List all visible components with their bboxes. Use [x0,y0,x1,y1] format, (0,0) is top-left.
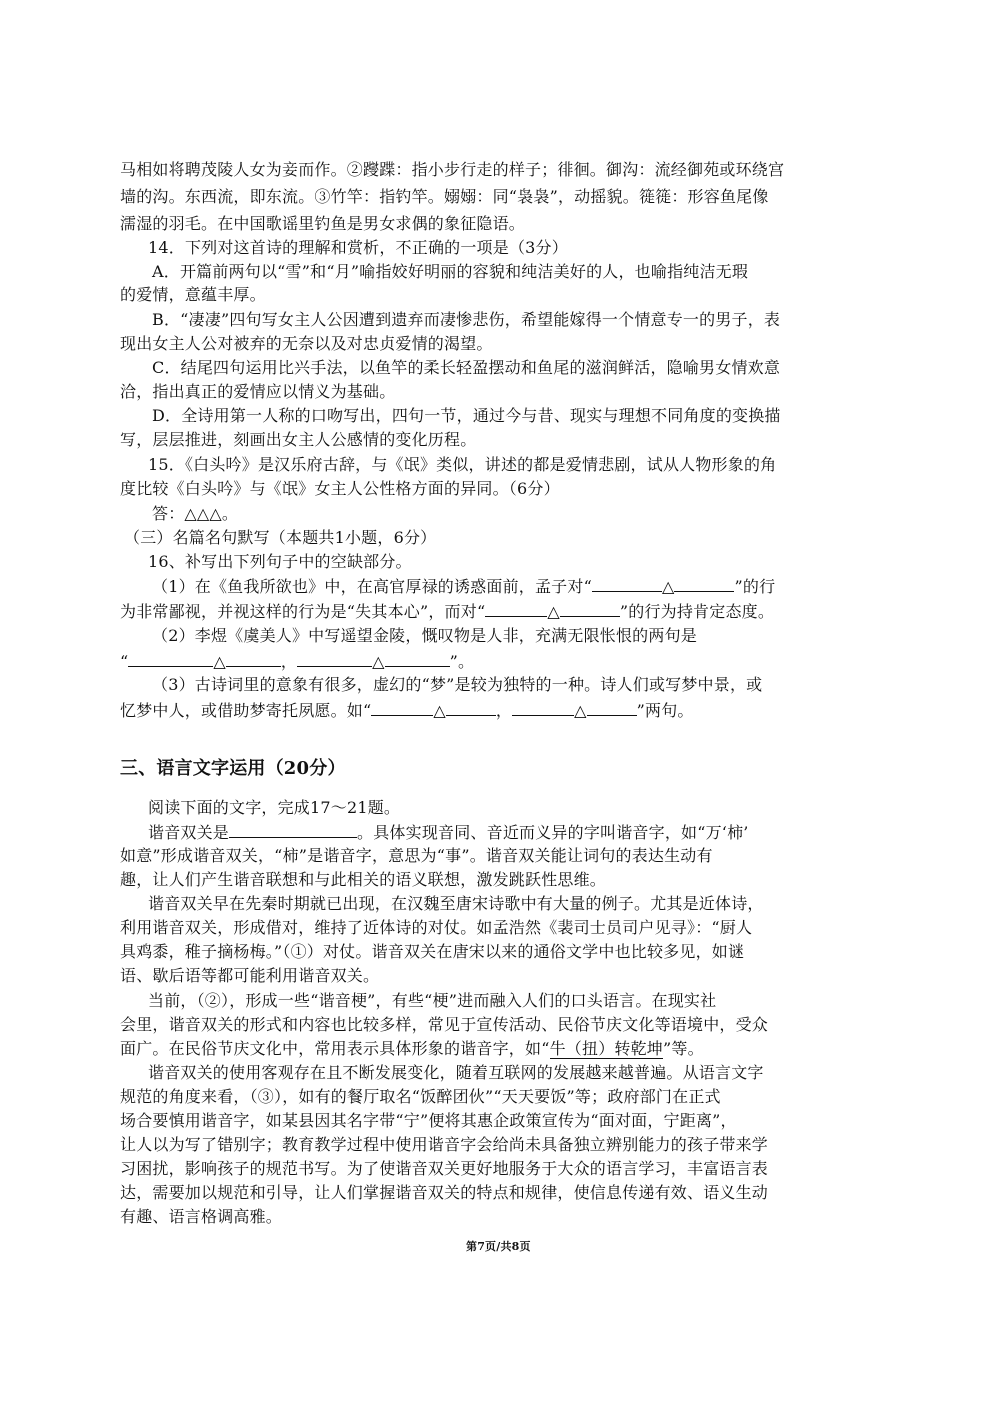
passage-line: 谐音双关早在先秦时期就已出现，在汉魏至唐宋诗歌中有大量的例子。尤其是近体诗， [148,894,764,913]
passage-line: 让人以为写了错别字；教育教学过程中使用谐音字会给尚未具备独立辨别能力的孩子带来学 [120,1135,769,1154]
text-segment: 。具体实现音同、音近而义异的字叫谐音字，如“万‘柿’ [357,823,749,842]
text-segment: 面广。在民俗节庆文化中，常用表示具体形象的谐音字，如“ [120,1039,550,1058]
section-title: （三）名篇名句默写（本题共1小题，6分） [124,528,437,547]
passage-line: 谐音双关的使用客观存在且不断发展变化，随着互联网的发展越来越普遍。从语言文字 [148,1063,764,1082]
text-segment: 谐音双关是 [148,823,230,842]
answer-blank[interactable] [128,651,213,667]
passage-line: 场合要慎用谐音字，如某县因其名字带“宁”便将其惠企政策宣传为“面对面，宁距离”， [120,1111,737,1130]
part-heading: 三、语言文字运用（20分） [120,758,346,779]
text-segment: “ [120,652,129,671]
text-segment: ， [495,701,513,720]
passage-line [148,822,749,843]
triangle-mark: △ [574,701,587,720]
question-15-stem: 15．《白头吟》是汉乐府古辞，与《氓》类似，讲述的都是爱情悲剧，试从人物形象的角 [148,455,777,474]
passage-line: 习困扰，影响孩子的规范书写。为了使谐音双关更好地服务于大众的语言学习，丰富语言表 [120,1159,769,1178]
option-a-cont: 的爱情，意蕴丰厚。 [120,285,266,304]
triangle-mark: △ [213,652,226,671]
triangle-mark: △ [433,701,446,720]
answer-blank[interactable] [512,700,574,716]
text-segment: ”等。 [663,1039,704,1058]
text-segment: ”的行为持肯定态度。 [619,602,775,621]
fill-sentence-2-blanks [120,651,474,672]
underlined-example: 牛（扭）转乾坤 [549,1039,663,1058]
triangle-mark: △ [547,602,560,621]
text-segment: （1）在《鱼我所欲也》中，在高官厚禄的诱惑面前，孟子对“ [152,577,592,596]
question-16-stem: 16、补写出下列句子中的空缺部分。 [148,552,412,571]
passage-line: 利用谐音双关，形成借对，维持了近体诗的对仗。如孟浩然《裴司士员司户见寻》：“厨人 [120,918,753,937]
note-line: 濡湿的羽毛。在中国歌谣里钓鱼是男女求偶的象征隐语。 [120,214,526,233]
option-d: D．全诗用第一人称的口吻写出，四句一节，通过今与昔、现实与理想不同角度的变换描 [152,406,781,425]
fill-sentence-1-cont [120,601,774,622]
fill-sentence-3: （3）古诗词里的意象有很多，虚幻的“梦”是较为独特的一种。诗人们或写梦中景，或 [152,675,763,694]
option-d-cont: 写，层层推进，刻画出女主人公感情的变化历程。 [120,430,477,449]
passage-line [120,1039,704,1059]
answer-blank[interactable] [229,822,357,838]
text-segment: ”两句。 [636,701,694,720]
reading-instruction: 阅读下面的文字，完成17～21题。 [148,798,401,817]
passage-line: 有趣、语言格调高雅。 [120,1207,283,1226]
triangle-mark: △ [661,577,675,596]
answer-blank[interactable] [587,700,637,716]
option-c-cont: 洽，指出真正的爱情应以情义为基础。 [120,382,396,401]
text-segment: ”的行 [734,577,776,596]
passage-line: 趣，让人们产生谐音联想和与此相关的语义联想，激发跳跃性思维。 [120,870,607,889]
note-line: 马相如将聘茂陵人女为妾而作。②躞蹀：指小步行走的样子；徘徊。御沟：流经御苑或环绕宫 [120,160,785,179]
answer-blank[interactable] [371,700,433,716]
question-14-stem: 14．下列对这首诗的理解和赏析，不正确的一项是（3分） [148,238,568,257]
fill-sentence-3-cont [120,700,694,721]
fill-sentence-2: （2）李煜《虞美人》中写遥望金陵，慨叹物是人非，充满无限怅恨的两句是 [152,626,697,645]
passage-line: 语、歇后语等都可能利用谐音双关。 [120,966,380,985]
passage-line: 达，需要加以规范和引导，让人们掌握谐音双关的特点和规律，使信息传递有效、语义生动 [120,1183,769,1202]
text-segment: ”。 [449,652,475,671]
page-number: 第7页/共8页 [466,1240,531,1253]
passage-line: 规范的角度来看，（③），如有的餐厅取名“饭醉团伙”“天天要饭”等；政府部门在正式 [120,1087,721,1106]
text-segment: 忆梦中人，或借助梦寄托夙愿。如“ [120,701,372,720]
fill-sentence-1 [152,576,775,597]
question-15-cont: 度比较《白头吟》与《氓》女主人公性格方面的异同。（6分） [120,479,560,498]
option-c: C．结尾四句运用比兴手法，以鱼竿的柔长轻盈摆动和鱼尾的滋润鲜活，隐喻男女情欢意 [152,358,781,377]
passage-line: 当前，（②），形成一些“谐音梗”，有些“梗”进而融入人们的口头语言。在现实社 [148,991,717,1010]
triangle-mark: △ [372,652,385,671]
text-segment: 为非常鄙视，并视这样的行为是“失其本心”，而对“ [120,602,486,621]
text-segment: ， [280,652,298,671]
option-b-cont: 现出女主人公对被弃的无奈以及对忠贞爱情的渴望。 [120,334,493,353]
option-b: B．“凄凄”四句写女主人公因遭到遗弃而凄惨悲伤，希望能嫁得一个情意专一的男子，表 [152,310,781,329]
answer-blank[interactable] [485,601,547,617]
note-line: 墙的沟。东西流，即东流。③竹竿：指钓竿。嫋嫋：同“袅袅”，动摇貌。簁簁：形容鱼尾像 [120,187,769,206]
answer-blank[interactable] [592,576,662,592]
answer-blank[interactable] [297,651,372,667]
answer-blank[interactable] [226,651,281,667]
answer-line: 答：△△△。 [152,504,239,523]
option-a: A．开篇前两句以“雪”和“月”喻指姣好明丽的容貌和纯洁美好的人，也喻指纯洁无瑕 [152,262,749,281]
passage-line: 会里，谐音双关的形式和内容也比较多样，常见于宣传活动、民俗节庆文化等语境中，受众 [120,1015,769,1034]
answer-blank[interactable] [446,700,496,716]
answer-blank[interactable] [674,576,734,592]
answer-blank[interactable] [560,601,620,617]
passage-line: 如意”形成谐音双关，“柿”是谐音字，意思为“事”。谐音双关能让词句的表达生动有 [120,846,713,865]
passage-line: 具鸡黍，稚子摘杨梅。”（①）对仗。谐音双关在唐宋以来的通俗文学中也比较多见，如谜 [120,942,745,961]
answer-blank[interactable] [385,651,450,667]
